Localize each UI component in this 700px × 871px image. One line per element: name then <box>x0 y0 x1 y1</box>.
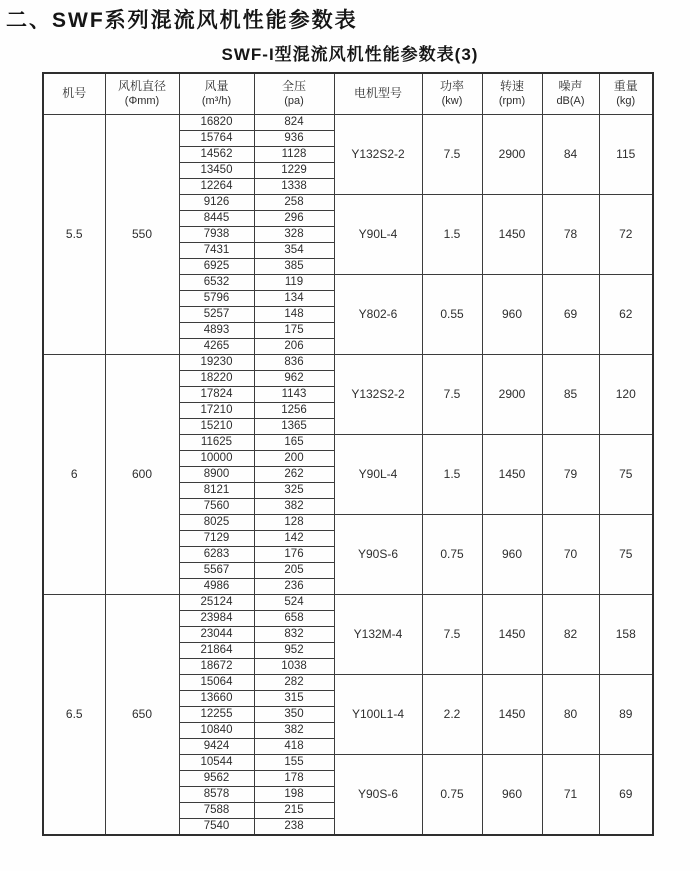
speed-cell: 960 <box>482 514 542 594</box>
total-pressure-cell: 962 <box>254 370 334 386</box>
fan-performance-table <box>42 72 654 836</box>
section-title: 二、SWF系列混流风机性能参数表 <box>6 9 358 32</box>
air-volume-cell: 8900 <box>179 466 254 482</box>
air-volume-cell: 12255 <box>179 706 254 722</box>
power-cell: 1.5 <box>422 194 482 274</box>
power-cell: 7.5 <box>422 594 482 674</box>
air-volume-cell: 8121 <box>179 482 254 498</box>
total-pressure-cell: 205 <box>254 562 334 578</box>
air-volume-cell: 11625 <box>179 434 254 450</box>
table-title: SWF-I型混流风机性能参数表(3) <box>221 45 479 64</box>
total-pressure-cell: 418 <box>254 738 334 754</box>
weight-cell: 75 <box>599 434 653 514</box>
total-pressure-cell: 1038 <box>254 658 334 674</box>
air-volume-cell: 15764 <box>179 130 254 146</box>
total-pressure-cell: 215 <box>254 802 334 818</box>
total-pressure-cell: 328 <box>254 226 334 242</box>
air-volume-cell: 10840 <box>179 722 254 738</box>
total-pressure-cell: 836 <box>254 354 334 370</box>
speed-cell: 960 <box>482 754 542 835</box>
total-pressure-cell: 198 <box>254 786 334 802</box>
air-volume-cell: 8025 <box>179 514 254 530</box>
weight-cell: 120 <box>599 354 653 434</box>
col-header-fan-diameter: 风机直径 (Φmm) <box>105 73 179 114</box>
table-body <box>43 114 653 835</box>
air-volume-cell: 5567 <box>179 562 254 578</box>
col-header-power: 功率 (kw) <box>422 73 482 114</box>
air-volume-cell: 5796 <box>179 290 254 306</box>
weight-cell: 115 <box>599 114 653 194</box>
total-pressure-cell: 1256 <box>254 402 334 418</box>
weight-cell: 62 <box>599 274 653 354</box>
total-pressure-cell: 155 <box>254 754 334 770</box>
header-row <box>43 73 653 114</box>
col-header-machine-no: 机号 <box>43 73 105 114</box>
power-cell: 1.5 <box>422 434 482 514</box>
total-pressure-cell: 258 <box>254 194 334 210</box>
air-volume-cell: 18672 <box>179 658 254 674</box>
table-row <box>43 594 653 610</box>
total-pressure-cell: 238 <box>254 818 334 835</box>
air-volume-cell: 13660 <box>179 690 254 706</box>
col-header-air-volume: 风量 (m³/h) <box>179 73 254 114</box>
noise-cell: 82 <box>542 594 599 674</box>
air-volume-cell: 8445 <box>179 210 254 226</box>
fan-diameter-cell: 650 <box>105 594 179 835</box>
total-pressure-cell: 128 <box>254 514 334 530</box>
total-pressure-cell: 134 <box>254 290 334 306</box>
total-pressure-cell: 1365 <box>254 418 334 434</box>
air-volume-cell: 9562 <box>179 770 254 786</box>
air-volume-cell: 12264 <box>179 178 254 194</box>
air-volume-cell: 4265 <box>179 338 254 354</box>
air-volume-cell: 6532 <box>179 274 254 290</box>
total-pressure-cell: 1338 <box>254 178 334 194</box>
motor-model-cell: Y90S-6 <box>334 514 422 594</box>
noise-cell: 79 <box>542 434 599 514</box>
motor-model-cell: Y802-6 <box>334 274 422 354</box>
total-pressure-cell: 824 <box>254 114 334 130</box>
air-volume-cell: 15064 <box>179 674 254 690</box>
table-header <box>43 73 653 114</box>
speed-cell: 2900 <box>482 354 542 434</box>
weight-cell: 69 <box>599 754 653 835</box>
fan-diameter-cell: 550 <box>105 114 179 354</box>
col-header-motor-model: 电机型号 <box>334 73 422 114</box>
air-volume-cell: 25124 <box>179 594 254 610</box>
machine-no-cell: 6.5 <box>43 594 105 835</box>
total-pressure-cell: 832 <box>254 626 334 642</box>
air-volume-cell: 18220 <box>179 370 254 386</box>
total-pressure-cell: 178 <box>254 770 334 786</box>
speed-cell: 2900 <box>482 114 542 194</box>
noise-cell: 69 <box>542 274 599 354</box>
power-cell: 7.5 <box>422 114 482 194</box>
weight-cell: 75 <box>599 514 653 594</box>
air-volume-cell: 6283 <box>179 546 254 562</box>
total-pressure-cell: 1143 <box>254 386 334 402</box>
total-pressure-cell: 936 <box>254 130 334 146</box>
total-pressure-cell: 206 <box>254 338 334 354</box>
total-pressure-cell: 524 <box>254 594 334 610</box>
power-cell: 0.75 <box>422 514 482 594</box>
air-volume-cell: 9126 <box>179 194 254 210</box>
air-volume-cell: 13450 <box>179 162 254 178</box>
total-pressure-cell: 200 <box>254 450 334 466</box>
total-pressure-cell: 296 <box>254 210 334 226</box>
motor-model-cell: Y100L1-4 <box>334 674 422 754</box>
motor-model-cell: Y90L-4 <box>334 434 422 514</box>
air-volume-cell: 4986 <box>179 578 254 594</box>
noise-cell: 70 <box>542 514 599 594</box>
air-volume-cell: 23044 <box>179 626 254 642</box>
motor-model-cell: Y132S2-2 <box>334 114 422 194</box>
total-pressure-cell: 176 <box>254 546 334 562</box>
power-cell: 0.75 <box>422 754 482 835</box>
total-pressure-cell: 236 <box>254 578 334 594</box>
total-pressure-cell: 952 <box>254 642 334 658</box>
noise-cell: 78 <box>542 194 599 274</box>
speed-cell: 960 <box>482 274 542 354</box>
table-row <box>43 114 653 130</box>
air-volume-cell: 16820 <box>179 114 254 130</box>
air-volume-cell: 9424 <box>179 738 254 754</box>
air-volume-cell: 6925 <box>179 258 254 274</box>
power-cell: 2.2 <box>422 674 482 754</box>
total-pressure-cell: 262 <box>254 466 334 482</box>
total-pressure-cell: 350 <box>254 706 334 722</box>
weight-cell: 89 <box>599 674 653 754</box>
power-cell: 7.5 <box>422 354 482 434</box>
total-pressure-cell: 315 <box>254 690 334 706</box>
total-pressure-cell: 119 <box>254 274 334 290</box>
total-pressure-cell: 142 <box>254 530 334 546</box>
total-pressure-cell: 354 <box>254 242 334 258</box>
weight-cell: 158 <box>599 594 653 674</box>
speed-cell: 1450 <box>482 434 542 514</box>
noise-cell: 71 <box>542 754 599 835</box>
air-volume-cell: 21864 <box>179 642 254 658</box>
air-volume-cell: 17824 <box>179 386 254 402</box>
total-pressure-cell: 1229 <box>254 162 334 178</box>
machine-no-cell: 5.5 <box>43 114 105 354</box>
total-pressure-cell: 148 <box>254 306 334 322</box>
total-pressure-cell: 175 <box>254 322 334 338</box>
air-volume-cell: 7540 <box>179 818 254 835</box>
motor-model-cell: Y132S2-2 <box>334 354 422 434</box>
speed-cell: 1450 <box>482 194 542 274</box>
air-volume-cell: 8578 <box>179 786 254 802</box>
noise-cell: 85 <box>542 354 599 434</box>
total-pressure-cell: 165 <box>254 434 334 450</box>
noise-cell: 84 <box>542 114 599 194</box>
air-volume-cell: 23984 <box>179 610 254 626</box>
air-volume-cell: 7560 <box>179 498 254 514</box>
air-volume-cell: 17210 <box>179 402 254 418</box>
motor-model-cell: Y90S-6 <box>334 754 422 835</box>
total-pressure-cell: 658 <box>254 610 334 626</box>
air-volume-cell: 7431 <box>179 242 254 258</box>
total-pressure-cell: 325 <box>254 482 334 498</box>
air-volume-cell: 19230 <box>179 354 254 370</box>
machine-no-cell: 6 <box>43 354 105 594</box>
motor-model-cell: Y90L-4 <box>334 194 422 274</box>
air-volume-cell: 7938 <box>179 226 254 242</box>
weight-cell: 72 <box>599 194 653 274</box>
air-volume-cell: 10544 <box>179 754 254 770</box>
total-pressure-cell: 382 <box>254 722 334 738</box>
motor-model-cell: Y132M-4 <box>334 594 422 674</box>
total-pressure-cell: 1128 <box>254 146 334 162</box>
air-volume-cell: 7129 <box>179 530 254 546</box>
speed-cell: 1450 <box>482 674 542 754</box>
air-volume-cell: 14562 <box>179 146 254 162</box>
col-header-total-pressure: 全压 (pa) <box>254 73 334 114</box>
air-volume-cell: 5257 <box>179 306 254 322</box>
air-volume-cell: 10000 <box>179 450 254 466</box>
noise-cell: 80 <box>542 674 599 754</box>
total-pressure-cell: 382 <box>254 498 334 514</box>
total-pressure-cell: 385 <box>254 258 334 274</box>
air-volume-cell: 4893 <box>179 322 254 338</box>
total-pressure-cell: 282 <box>254 674 334 690</box>
col-header-weight: 重量 (kg) <box>599 73 653 114</box>
air-volume-cell: 7588 <box>179 802 254 818</box>
col-header-noise: 噪声 dB(A) <box>542 73 599 114</box>
power-cell: 0.55 <box>422 274 482 354</box>
speed-cell: 1450 <box>482 594 542 674</box>
air-volume-cell: 15210 <box>179 418 254 434</box>
col-header-speed: 转速 (rpm) <box>482 73 542 114</box>
table-row <box>43 354 653 370</box>
fan-diameter-cell: 600 <box>105 354 179 594</box>
